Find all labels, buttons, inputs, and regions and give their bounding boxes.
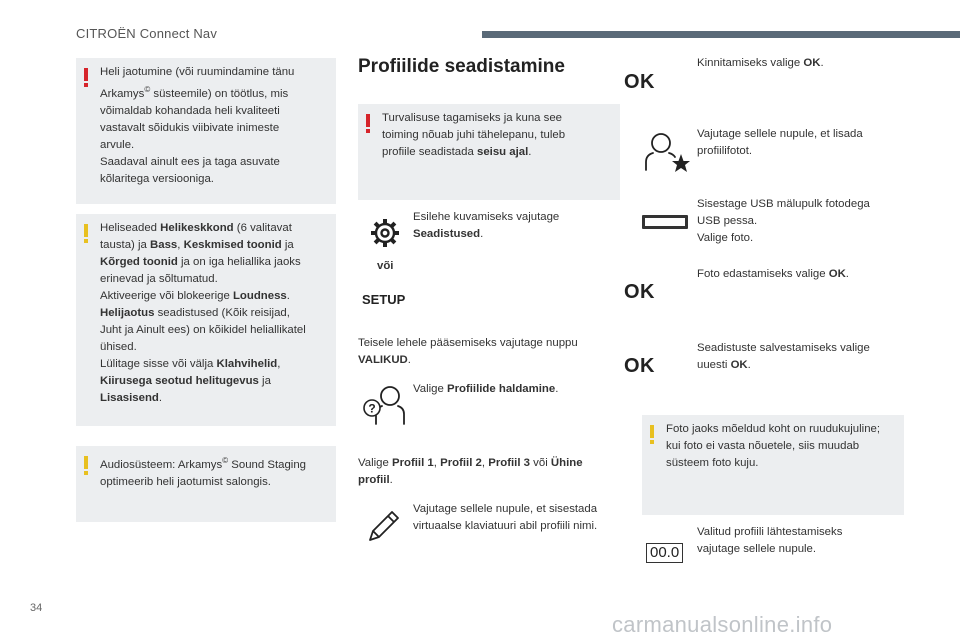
- text-line: Foto jaoks mõeldud koht on ruudukujuline;: [666, 423, 881, 435]
- text-line: kõlaritega versiooniga.: [100, 172, 214, 185]
- text-line: Arkamys© süsteemile) on töötlus, mis: [100, 85, 289, 100]
- profiles-instruction: Valige Profiilide haldamine.: [413, 383, 559, 395]
- watermark-url: carmanualsonline.info: [612, 612, 833, 637]
- save-instruction: Seadistuste salvestamiseks valige uuesti OK.: [697, 342, 870, 371]
- info-box-arkamys: [76, 446, 336, 522]
- text-line: optimeerib heli jaotumist salongis.: [100, 475, 271, 488]
- svg-text:?: ?: [368, 401, 376, 416]
- settings-instruction: Esilehe kuvamiseks vajutage Seadistused.: [413, 211, 560, 240]
- reset-button-display: 00.0: [646, 543, 683, 563]
- add-photo-icon: [643, 132, 691, 172]
- text-line: Kiirusega seotud helitugevus ja: [100, 375, 271, 387]
- text-line: arvule.: [100, 138, 135, 151]
- text-line: ühised.: [100, 341, 137, 353]
- text-line: toiming nõuab juhi tähelepanu, tuleb: [382, 129, 566, 141]
- text-line: Aktiveerige või blokeerige Loudness.: [100, 290, 290, 302]
- text-line: kui foto ei vasta nõuetele, siis muudab: [666, 440, 860, 452]
- usb-port-icon: [642, 215, 688, 229]
- header-bar: [482, 31, 960, 38]
- ok-button-label: OK: [624, 281, 655, 303]
- text-line: profiile seadistada seisu ajal.: [382, 146, 532, 158]
- info-box-sound-distribution: [76, 58, 336, 204]
- profile-help-icon: [362, 384, 408, 426]
- usb-instruction: Sisestage USB mälupulk fotodega USB pessa. Valige foto.: [697, 198, 870, 244]
- ok-button-label: OK: [624, 355, 655, 377]
- text-line: Kõrged toonid ja on iga heliallika jaoks: [100, 256, 301, 268]
- info-box-audio-settings: [76, 214, 336, 426]
- text-line: Audiosüsteem: Arkamys© Sound Staging: [100, 456, 306, 471]
- text-line: vastavalt sõidukis viibivate inimeste: [100, 121, 280, 134]
- text-line: erinevad ja sõltumatud.: [100, 273, 218, 285]
- info-mark-icon: [84, 224, 88, 243]
- text-line: Lisasisend.: [100, 392, 163, 404]
- warning-mark-icon: [366, 114, 370, 133]
- options-instruction: Teisele lehele pääsemiseks vajutage nuppu VALIKUD.: [358, 337, 578, 366]
- section-heading: Profiilide seadistamine: [358, 56, 565, 77]
- reset-instruction: Valitud profiili lähtestamiseks vajutage sellele nupule.: [697, 526, 843, 555]
- setup-button-label: SETUP: [362, 292, 406, 307]
- text-line: Heliseaded Helikeskkond (6 valitavat: [100, 222, 292, 234]
- text-line: Heli jaotumine (või ruumindamine tänu: [100, 66, 295, 78]
- text-line: süsteem foto kuju.: [666, 457, 759, 469]
- pencil-instruction: Vajutage sellele nupule, et sisestada virtuaalse klaviatuuri abil profiili nimi.: [413, 503, 598, 532]
- add-photo-instruction: Vajutage sellele nupule, et lisada profiilifotot.: [697, 128, 863, 157]
- gear-icon: [369, 217, 401, 249]
- text-line: tausta) ja Bass, Keskmised toonid ja: [100, 239, 294, 251]
- select-profile-instruction: Valige Profiil 1, Profiil 2, Profiil 3 või Ühine profiil.: [358, 457, 583, 486]
- info-mark-icon: [650, 425, 654, 444]
- text-line: võimaldab kohandada heli kvaliteeti: [100, 104, 280, 117]
- text-line: Turvalisuse tagamiseks ja kuna see: [382, 112, 563, 124]
- confirm-instruction: Kinnitamiseks valige OK.: [697, 57, 824, 69]
- or-label: või: [377, 260, 394, 272]
- header-title: CITROËN Connect Nav: [76, 26, 218, 41]
- ok-button-label: OK: [624, 71, 655, 93]
- text-line: Helijaotus seadistused (Kõik reisijad,: [100, 307, 290, 319]
- text-line: Lülitage sisse või välja Klahvihelid,: [100, 358, 281, 370]
- pencil-icon: [366, 508, 402, 544]
- text-line: Saadaval ainult ees ja taga asuvate: [100, 155, 280, 168]
- warning-box-safety: [358, 104, 620, 200]
- text-line: Juht ja Ainult ees) on kõikidel heliallikatel: [100, 324, 306, 336]
- warning-mark-icon: [84, 68, 88, 87]
- page-number: 34: [30, 602, 43, 614]
- info-mark-icon: [84, 456, 88, 475]
- info-box-photo: [642, 415, 904, 515]
- transfer-instruction: Foto edastamiseks valige OK.: [697, 268, 849, 280]
